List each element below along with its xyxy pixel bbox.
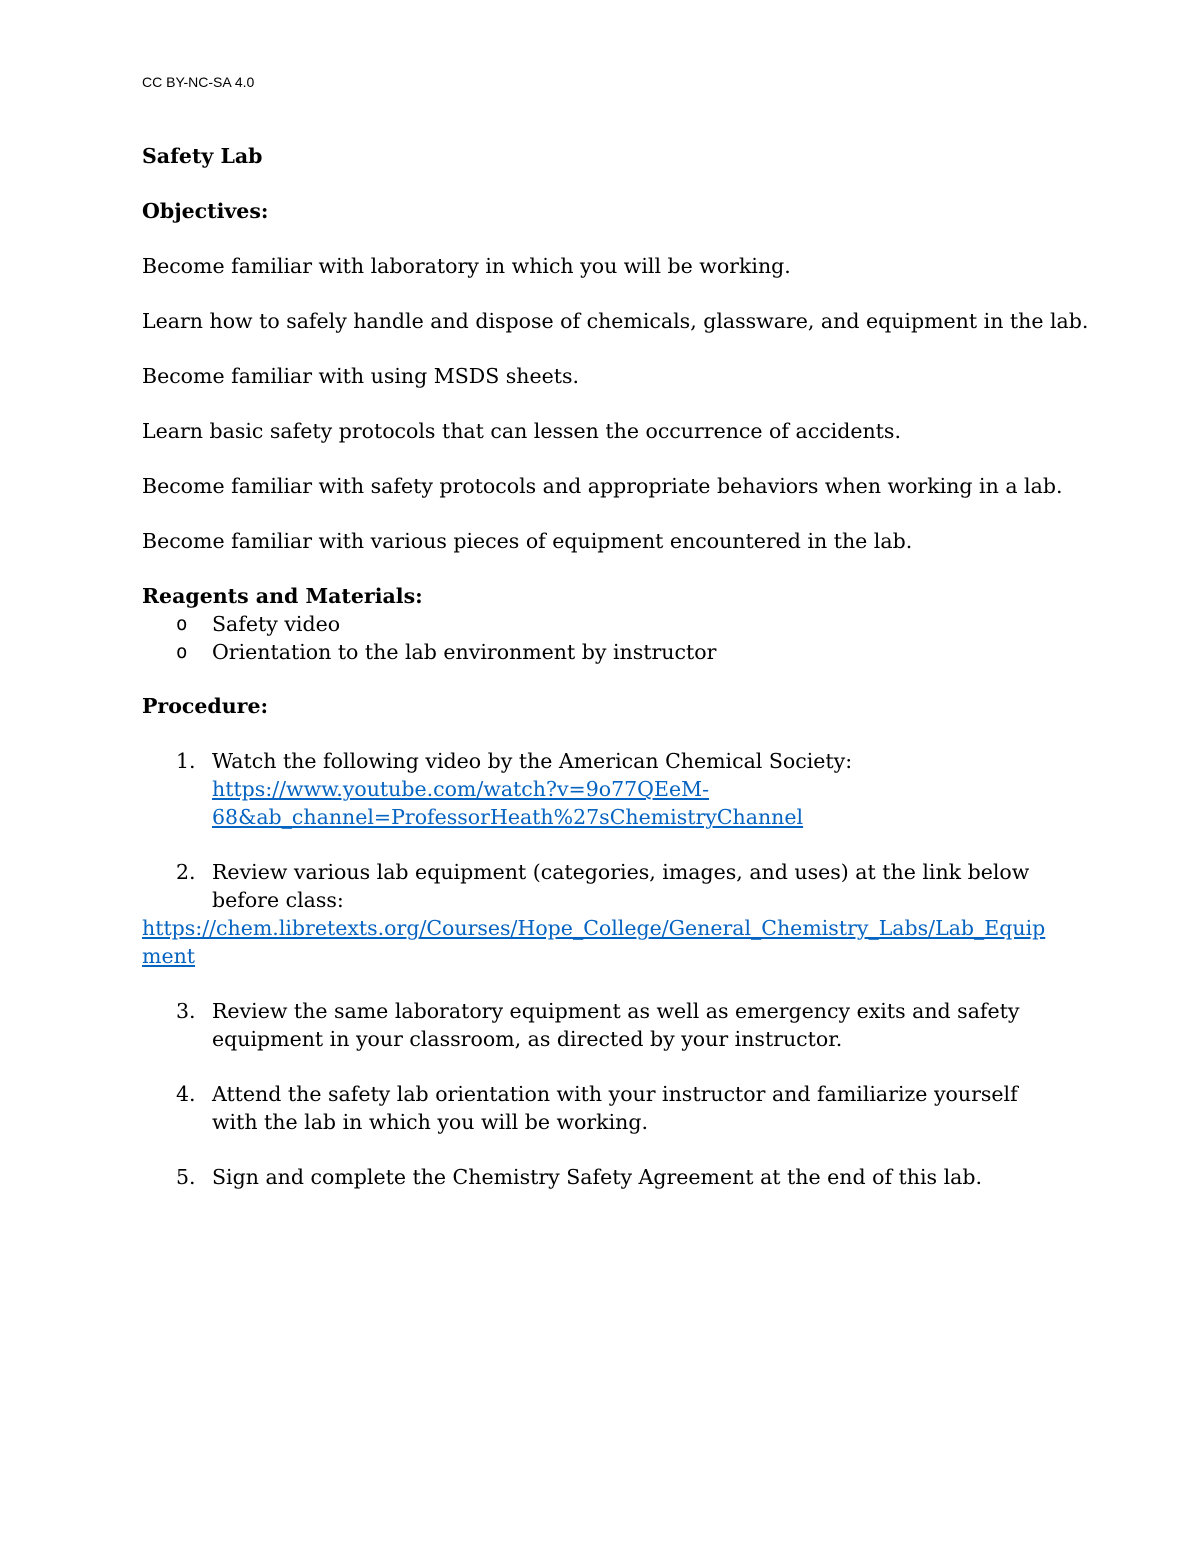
step-number: 2. xyxy=(176,860,196,884)
objectives-heading: Objectives: xyxy=(142,199,269,223)
document-body xyxy=(142,142,1089,1218)
step-text: Attend the safety lab orientation with your instructor and familiarize yourself with the lab in which you will be working. xyxy=(212,1082,1018,1134)
procedure-step xyxy=(142,1080,1062,1136)
bullet-icon: o xyxy=(176,613,188,635)
objective-item: Learn how to safely handle and dispose of chemicals, glassware, and equipment in the lab. xyxy=(142,309,1089,333)
document-title: Safety Lab xyxy=(142,144,263,168)
step-number: 4. xyxy=(176,1082,196,1106)
list-item xyxy=(142,610,1062,638)
materials-heading: Reagents and Materials: xyxy=(142,584,423,608)
procedure-step xyxy=(142,997,1062,1053)
objective-item: Learn basic safety protocols that can lessen the occurrence of accidents. xyxy=(142,419,901,443)
video-link[interactable] xyxy=(212,777,803,829)
video-link-line2: 68&ab_channel=ProfessorHeath%27sChemistryChannel xyxy=(212,805,804,829)
step-number: 1. xyxy=(176,749,196,773)
material-label: Orientation to the lab environment by instructor xyxy=(212,640,717,664)
equipment-link[interactable]: https://chem.libretexts.org/Courses/Hope_College/General_Chemistry_Labs/Lab_Equipment xyxy=(142,916,1046,968)
license-header: CC BY-NC-SA 4.0 xyxy=(142,74,255,90)
objective-item: Become familiar with various pieces of equipment encountered in the lab. xyxy=(142,529,913,553)
objective-item: Become familiar with laboratory in which you will be working. xyxy=(142,254,791,278)
list-item xyxy=(142,638,1062,666)
step-number: 3. xyxy=(176,999,196,1023)
procedure-heading: Procedure: xyxy=(142,694,269,718)
procedure-step xyxy=(142,858,1062,970)
step-text: Watch the following video by the American Chemical Society: xyxy=(212,749,853,773)
materials-list xyxy=(142,610,1062,666)
step-text: Review the same laboratory equipment as well as emergency exits and safety equipment in your classroom, as directed by your instructor. xyxy=(212,999,1020,1051)
procedure-step xyxy=(142,1163,1062,1191)
bullet-icon: o xyxy=(176,641,188,663)
objective-item: Become familiar with using MSDS sheets. xyxy=(142,364,580,388)
procedure-steps xyxy=(142,747,1062,1191)
procedure-step xyxy=(142,747,1062,831)
step-text: Review various lab equipment (categories, images, and uses) at the link below before class: xyxy=(212,860,1030,912)
video-link-line1: https://www.youtube.com/watch?v=9o77QEeM- xyxy=(212,777,710,801)
step-text: Sign and complete the Chemistry Safety Agreement at the end of this lab. xyxy=(212,1165,983,1189)
step-number: 5. xyxy=(176,1165,196,1189)
objective-item: Become familiar with safety protocols and appropriate behaviors when working in a lab. xyxy=(142,474,1063,498)
material-label: Safety video xyxy=(212,612,341,636)
